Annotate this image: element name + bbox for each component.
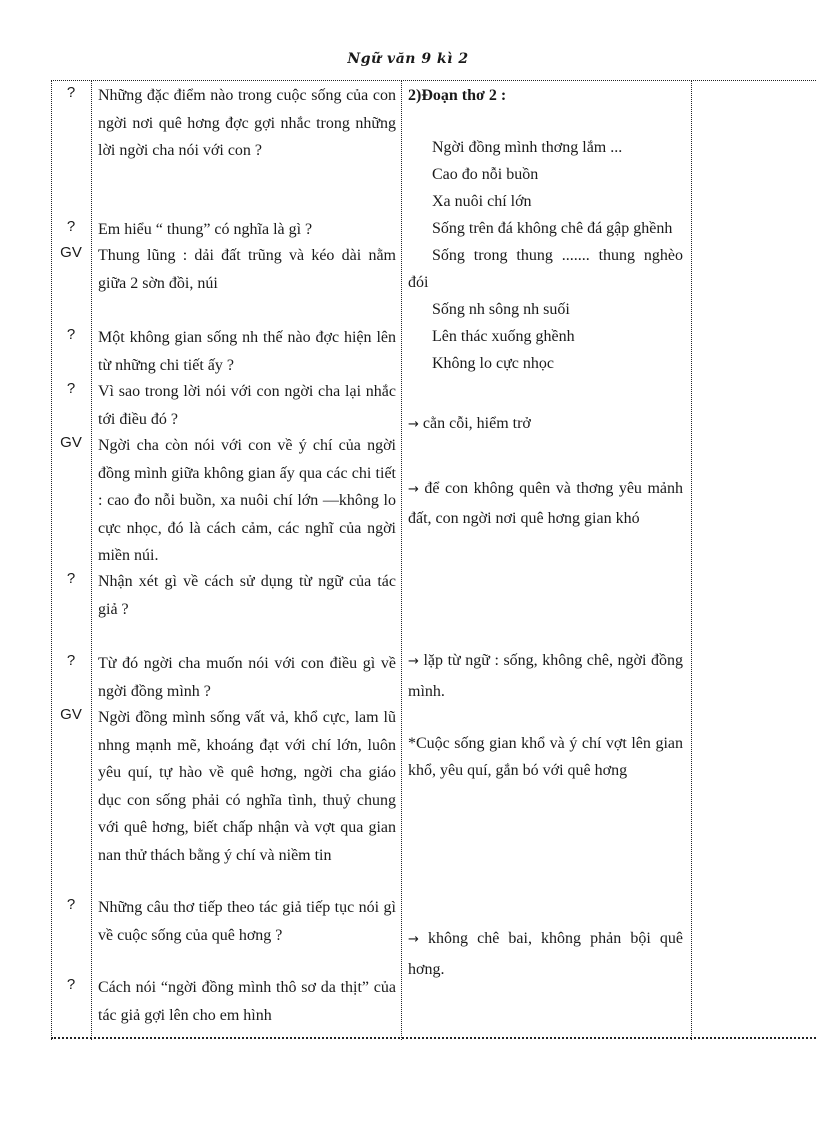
page-header: Ngữ văn 9 kì 2 bbox=[347, 51, 469, 67]
teacher-note: Thung lũng : dải đất trũng và kéo dài nằm giữa 2 sờn đồi, núi bbox=[98, 247, 396, 292]
row-mark: ? bbox=[66, 976, 76, 993]
poem-excerpt bbox=[408, 134, 683, 377]
question-text: Vì sao trong lời nói với con ngời cha lại nhắc tới điều đó ? bbox=[98, 383, 396, 428]
question-text: Cách nói “ngời đồng mình thô sơ da thịt” của tác giả gợi lên cho em hình bbox=[98, 979, 396, 1024]
arrow-icon: → bbox=[408, 932, 419, 947]
row-mark: GV bbox=[60, 706, 82, 723]
teacher-note: Ngời đồng mình sống vất vả, khổ cực, lam lũ nhng mạnh mẽ, khoáng đạt với chí lớn, luôn yêu quí, tự hào về quê hơng, ngời cha giáo dục con sống phải có nghĩa tình, thuỷ chung với quê hơng, biết chấp nhận và vợt qua gian nan thử thách bằng ý chí và niềm tin bbox=[98, 709, 396, 864]
table-divider-2 bbox=[401, 80, 402, 1040]
question-text: Một không gian sống nh thế nào đợc hiện lên từ những chi tiết ấy ? bbox=[98, 329, 396, 374]
poem-line: Sống trong thung ....... thung nghèo đói bbox=[408, 247, 683, 291]
row-mark: ? bbox=[66, 570, 76, 587]
arrow-icon: → bbox=[408, 654, 419, 669]
poem-line: Ngời đồng mình thơng lắm ... bbox=[432, 139, 623, 156]
row-mark: ? bbox=[66, 218, 76, 235]
row-mark: GV bbox=[60, 244, 82, 261]
analysis-note: → lặp từ ngữ : sống, không chê, ngời đồng mình. bbox=[408, 652, 684, 700]
poem-line: Lên thác xuống ghềnh bbox=[432, 328, 575, 345]
question-text: Từ đó ngời cha muốn nói với con điều gì về ngời đồng mình ? bbox=[98, 655, 396, 700]
row-mark: GV bbox=[60, 434, 82, 451]
question-text: Những câu thơ tiếp theo tác giả tiếp tục nói gì về cuộc sống của quê hơng ? bbox=[98, 899, 396, 944]
row-mark: ? bbox=[66, 380, 76, 397]
poem-line: Cao đo nỗi buồn bbox=[432, 166, 539, 183]
table-divider-1 bbox=[91, 80, 92, 1040]
analysis-note: → để con không quên và thơng yêu mảnh đất, con ngời nơi quê hơng gian khó bbox=[408, 480, 683, 527]
question-text: Em hiểu “ thung” có nghĩa là gì ? bbox=[98, 221, 313, 238]
row-mark: ? bbox=[66, 896, 76, 913]
section-title: 2)Đoạn thơ 2 : bbox=[408, 87, 507, 104]
arrow-icon: → bbox=[408, 417, 419, 432]
lesson-table bbox=[51, 80, 816, 1040]
poem-line: Sống nh sông nh suối bbox=[432, 301, 570, 318]
question-text: Nhận xét gì về cách sử dụng từ ngữ của tác giả ? bbox=[98, 573, 396, 618]
question-text: Những đặc điểm nào trong cuộc sống của con ngời nơi quê hơng đợc gợi nhắc trong những lời ngời cha nói với con ? bbox=[98, 87, 396, 159]
poem-line: Xa nuôi chí lớn bbox=[432, 193, 532, 210]
poem-line: Sống trên đá không chê đá gập ghềnh bbox=[432, 220, 673, 237]
poem-line: Không lo cực nhọc bbox=[432, 355, 554, 372]
row-mark: ? bbox=[66, 326, 76, 343]
row-mark: ? bbox=[66, 652, 76, 669]
teacher-note: Ngời cha còn nói với con về ý chí của ngời đồng mình giữa không gian ấy qua các chi tiết : cao đo nỗi buồn, xa nuôi chí lớn —không lo cực nhọc, đó là cách cảm, các nghĩ của ngời miền núi. bbox=[98, 437, 396, 564]
table-divider-3 bbox=[691, 80, 692, 1040]
table-bottom-border bbox=[51, 1037, 816, 1039]
table-top-border bbox=[51, 80, 816, 81]
analysis-note: → không chê bai, không phản bội quê hơng. bbox=[408, 930, 684, 978]
analysis-note: → cằn cỗi, hiểm trở bbox=[408, 415, 531, 432]
row-mark: ? bbox=[66, 84, 76, 101]
arrow-icon: → bbox=[408, 482, 419, 497]
summary-note: *Cuộc sống gian khổ và ý chí vợt lên gian khổ, yêu quí, gắn bó với quê hơng bbox=[408, 735, 683, 779]
